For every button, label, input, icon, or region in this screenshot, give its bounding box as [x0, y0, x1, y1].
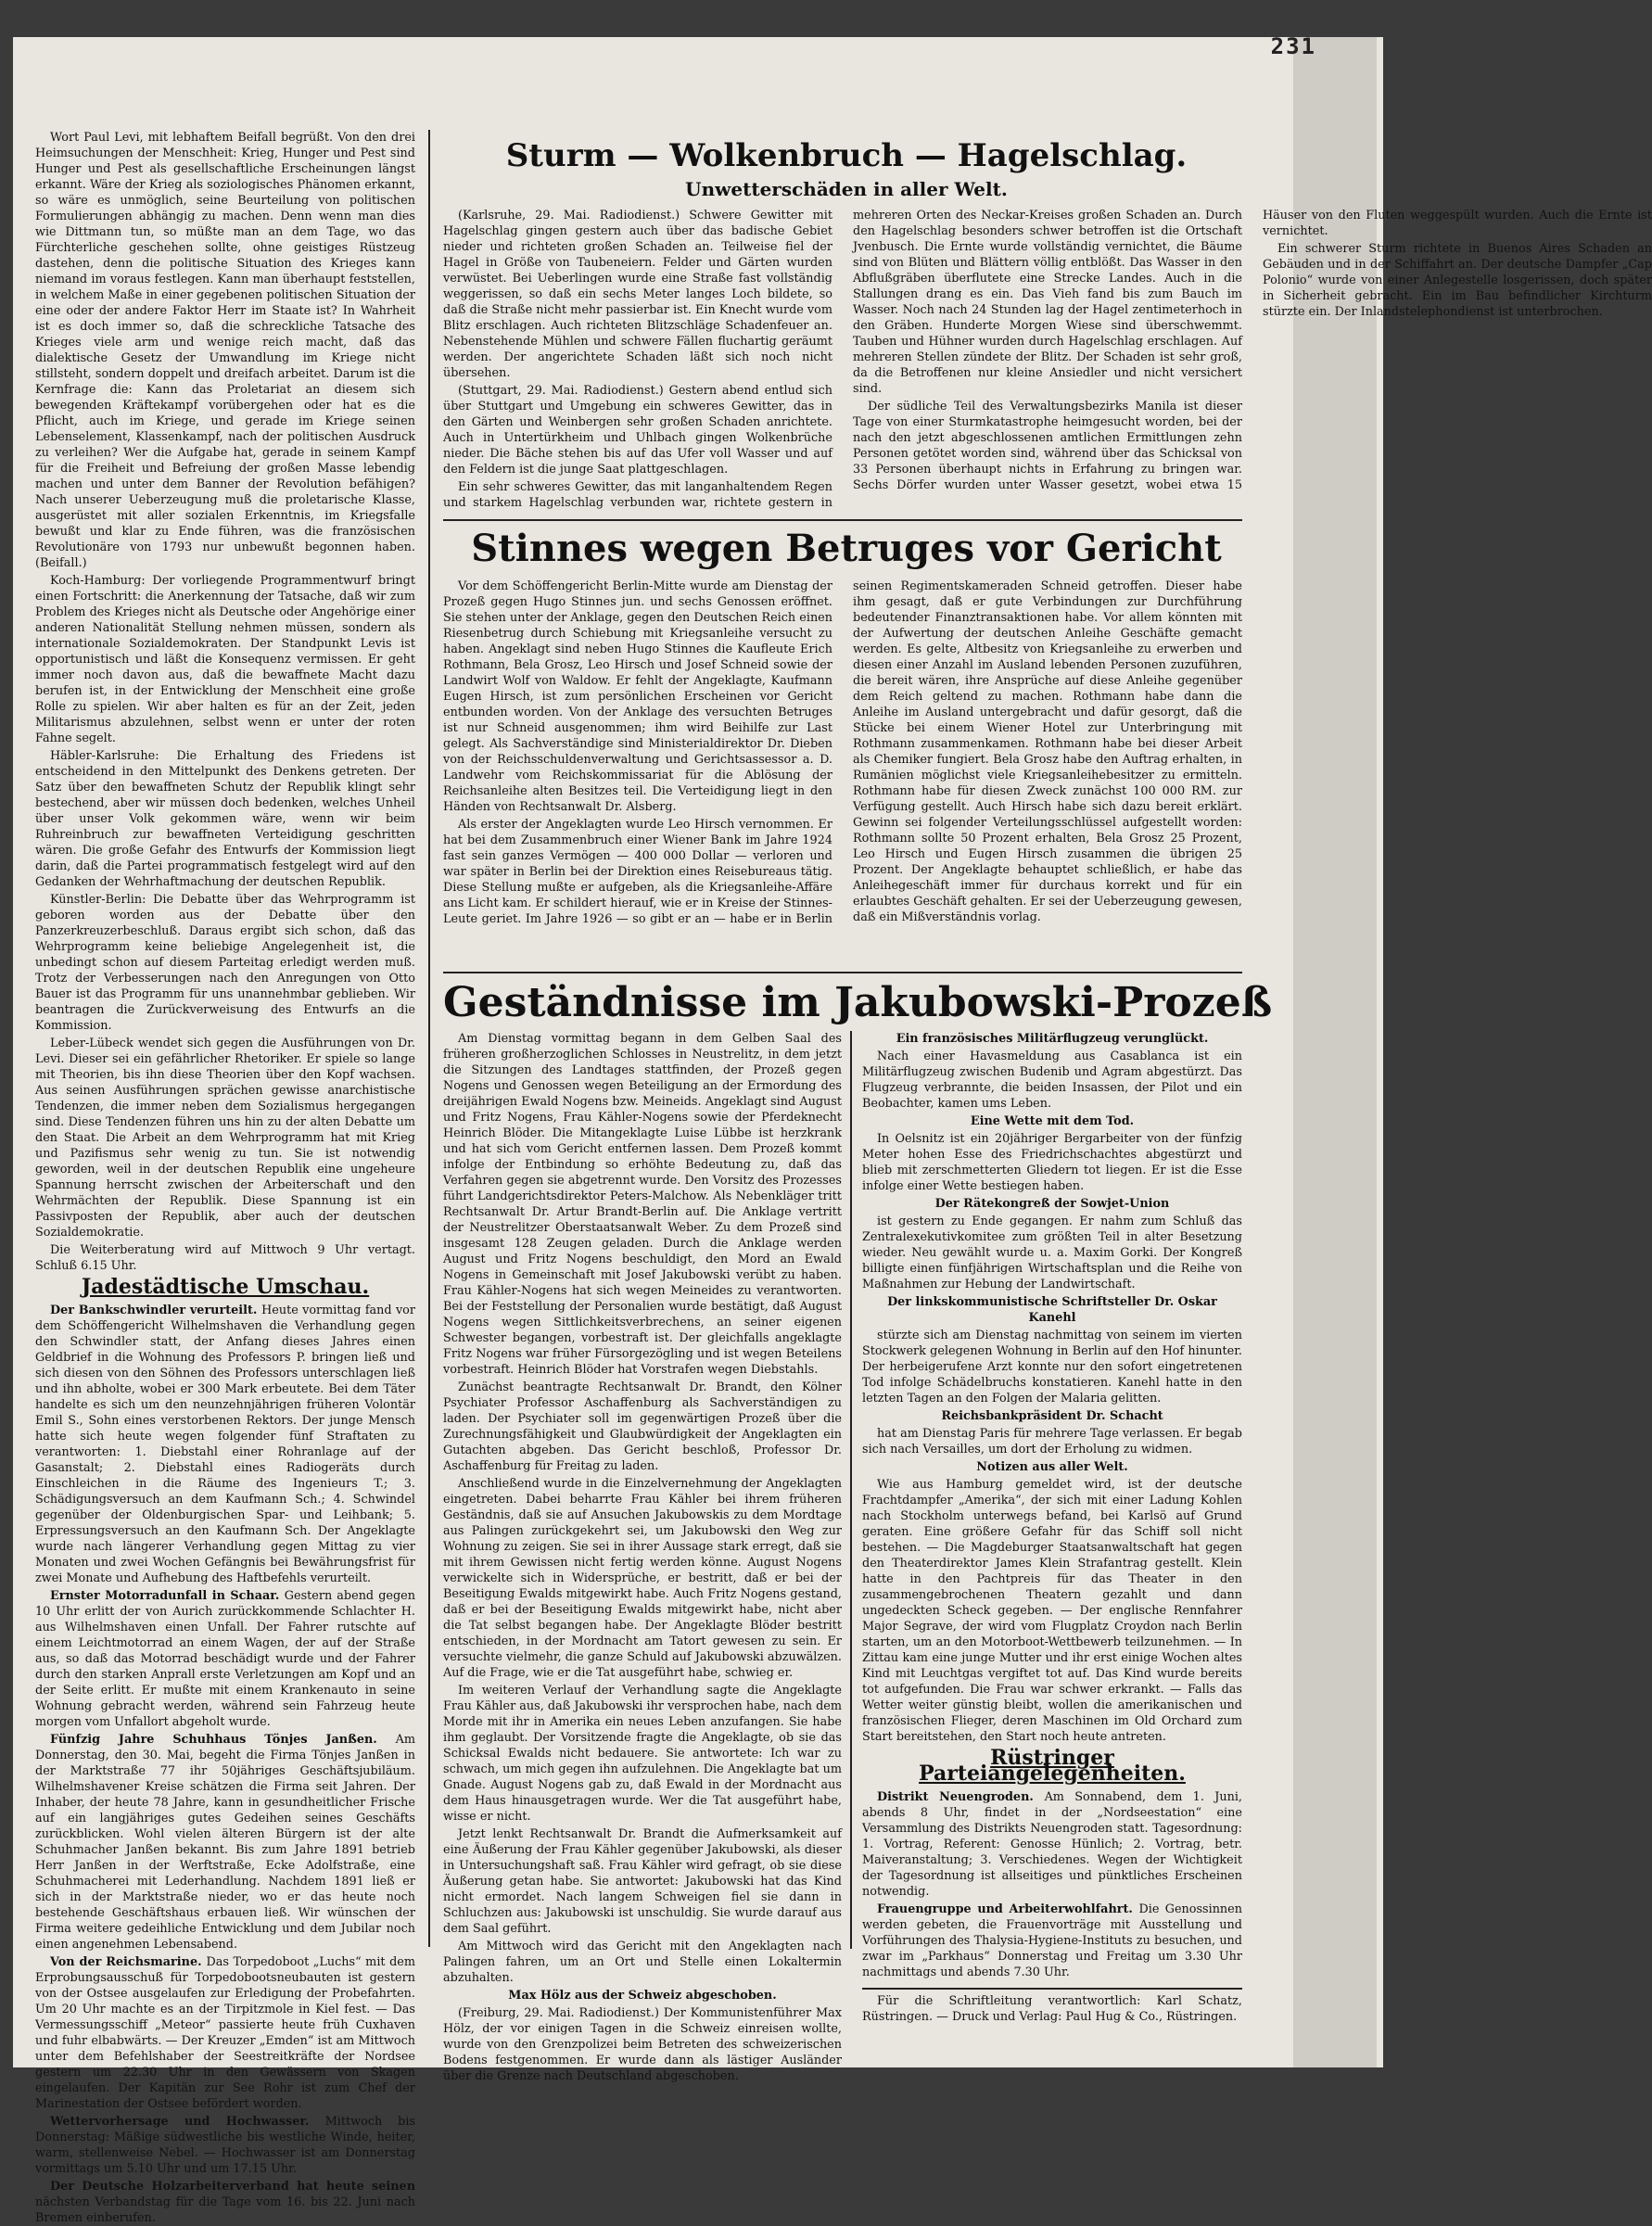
paragraph: Künstler-Berlin: Die Debatte über das Wehrprogramm ist geboren worden aus der Debatte über den Panzerkreuzerbeschluß. Daraus ergibt sich schon, daß das Wehrprogramm keine beliebige Angelegenheit ist, die unbedingt schon auf diesem Parteitag erledigt werden muß. Trotz der Verbesserungen nach den Anregungen von Otto Bauer ist das Programm für uns unannehmbar geblieben. Wir beantragen die Zurückverweisung des Entwurfs an die Kommission. — [35, 893, 415, 1033]
note-title-max-hoelz: Max Hölz aus der Schweiz abgeschoben. — [508, 1989, 777, 2003]
item-text: nächsten Verbandstag für die Tage vom 16. bis 22. Juni nach Bremen einberufen. — [35, 2195, 415, 2225]
column-rule-1 — [428, 130, 430, 1947]
item-title: Distrikt Neuengroden. — [877, 1790, 1045, 1804]
paragraph: Nach einer Havasmeldung aus Casablanca ist ein Militärflugzeug zwischen Budenib und Agram abgestürzt. Das Flugzeug verbrannte, die beiden Insassen, der Pilot und ein Beobachter, kamen ums Leben. — [862, 1049, 1242, 1111]
rule-after-stinnes — [443, 972, 1242, 973]
paragraph: Im weiteren Verlauf der Verhandlung sagte die Angeklagte Frau Kähler aus, daß Jakubowski ihr versprochen habe, nach dem Morde mit ihr in Amerika ein neues Leben anzufangen. Sie habe ihm geglaubt. Der Vorsitzende fragte die Angeklagte, ob sie das Schicksal Ewalds nicht bedauere. Sie antwortete: Ich war zu schwach, um mich gegen ihn aufzulehnen. Die Angeklagte bat um Gnade. August Nogens gab zu, daß Ewald in der Mordnacht aus dem Haus hinausgetragen wurde. Wer die Tat ausgeführt habe, wisse er nicht. — [443, 1684, 842, 1824]
paragraph: Leber-Lübeck wendet sich gegen die Ausführungen von Dr. Levi. Dieser sei ein gefährlicher Rhetoriker. Er spiele so lange mit Theorien, bis ihn diese Theorien über den Kopf wachsen. Aus seinen Ausführungen sprächen gewisse anarchistische Tendenzen, die immer neben dem Sozialismus hergegangen sind. Diese Tendenzen führen uns hin zu der alten Debatte um den Staat. Die Arbeit an dem Wehrprogramm hat mit Krieg und Pazifismus sehr wenig zu tun. Sie ist notwendig geworden, weil in der deutschen Republik eine ungeheure Spannung herrscht zwischen der Arbeiterschaft und den Wehrmächten der Republik. Diese Spannung ist ein Passivposten der Republik, aber auch der deutschen Sozialdemokratie. — [35, 1037, 415, 1240]
party-item — [862, 1902, 1242, 1980]
paragraph: Vor dem Schöffengericht Berlin-Mitte wurde am Dienstag der Prozeß gegen Hugo Stinnes jun. und sechs Genossen eröffnet. Sie stehen unter der Anklage, gegen den Deutschen Reich einen Riesenbetrug durch Schiebung mit Kriegsanleihe versucht zu haben. Angeklagt sind neben Hugo Stinnes die Kaufleute Erich Rothmann, Bela Grosz, Leo Hirsch und Josef Schneid sowie der Landwirt Wolf von Waldow. Er fehlt der Angeklagte, Kaufmann Eugen Hirsch, ist zum persönlichen Erscheinen vor Gericht entbunden worden. Von der Anklage des versuchten Betruges ist nur Schneid ausgenommen; ihm wird Beihilfe zur Last gelegt. Als Sachverständige sind Ministerialdirektor Dr. Dieben von der Reichsschuldenverwaltung und Gerichtsassessor a. D. Landwehr vom Reichskommissariat für die Ablösung der Reichsanleihe alten Besitzes teil. Die Verteidigung liegt in den Händen von Rechtsanwalt Dr. Alsberg. — [443, 579, 832, 814]
item-title: Ernster Motorradunfall in Schaar. — [50, 1589, 285, 1603]
page-number: 231 — [1270, 33, 1316, 59]
item-title: Reichsbankpräsident Dr. Schacht — [941, 1409, 1163, 1423]
left-column — [35, 130, 416, 2225]
item-text: Die Genossinnen werden gebeten, die Frauenvorträge mit Ausstellung und Vorführungen des Thalysia-Hygiene-Instituts zu besuchen, und zwar im „Parkhaus“ Donnerstag und Freitag um 3.30 Uhr nachmittags und abends 7.30 Uhr. — [862, 1902, 1242, 1979]
item-title: Der Deutsche Holzarbeiterverband hat heute seinen — [50, 2180, 415, 2194]
item-text: Das Torpedoboot „Luchs“ mit dem Erprobungsausschuß für Torpedobootsneubauten ist gestern von der Ostsee ausgelaufen zur Erledigung der Probefahrten. Um 20 Uhr machte es an der Tirpitzmole in Kiel fest. — Das Vermessungsschiff „Meteor“ passierte heute früh Cuxhaven und fuhr elbabwärts. — Der Kreuzer „Emden“ ist am Mittwoch unter dem Befehlshaber der Seestreitkräfte der Nordsee gestern um 22.30 Uhr in den Gewässern von Skagen eingelaufen. Der Kapitän zur See Rohr ist zum Chef der Marinestation der Ostsee befördert worden. — [35, 1955, 415, 2111]
item-title: Wettervorhersage und Hochwasser. — [50, 2115, 325, 2129]
paragraph: Zunächst beantragte Rechtsanwalt Dr. Brandt, den Kölner Psychiater Professor Aschaffenburg als Sachverständigen zu laden. Der Psychiater soll im gegenwärtigen Prozeß über die Zurechnungsfähigkeit und Glaubwürdigkeit der Angeklagten ein Gutachten abgeben. Das Gericht beschloß, Professor Dr. Aschaffenburg für Freitag zu laden. — [443, 1380, 842, 1473]
item-title: Notizen aus aller Welt. — [976, 1460, 1128, 1474]
jakubowski-article — [443, 1031, 842, 2083]
section-title-parteiangelegenheiten: Rüstringer Parteiangelegenheiten. — [919, 1746, 1186, 1786]
headline-stinnes: Stinnes wegen Betruges vor Gericht — [471, 527, 1222, 570]
news-item — [35, 2114, 415, 2177]
item-text: Mittwoch bis Donnerstag: Mäßige südwestliche bis westliche Winde, heiter, warm, stellenweise Nebel. — Hochwasser ist am Donnerstag vormittags um 5.10 Uhr und um 17.15 Uhr. — [35, 2115, 416, 2176]
news-item — [35, 2179, 415, 2226]
news-item — [35, 1588, 415, 1730]
paragraph: stürzte sich am Dienstag nachmittag von seinem im vierten Stockwerk gelegenen Wohnung in Berlin auf den Hof hinunter. Der herbeigerufene Arzt konnte nur den sofort eingetretenen Tod infolge Schädelbruchs konstatieren. Kanehl hatte in den letzten Tagen an den Folgen der Malaria gelitten. — [862, 1329, 1242, 1406]
item-title: Fünfzig Jahre Schuhhaus Tönjes Janßen. — [50, 1733, 396, 1747]
paragraph: Am Dienstag vormittag begann in dem Gelben Saal des früheren großherzoglichen Schlosses in Neustrelitz, in dem jetzt die Sitzungen des Landtages stattfinden, der Prozeß gegen Nogens und Genossen wegen Beteiligung an der Ermordung des dreijährigen Ewald Nogens bzw. Meineids. Angeklagt sind August und Fritz Nogens, Frau Kähler-Nogens sowie der Pferdeknecht Heinrich Blöder. Die Mitangeklagte Luise Lübbe ist herzkrank und hat sich vom Gericht entfernen lassen. Dem Prozeß kommt infolge der Entbindung so erhöhte Bedeutung zu, daß das Verfahren gegen sie abgetrennt wurde. Den Vorsitz des Prozesses führt Landgerichtsdirektor Peters-Malchow. Als Nebenkläger tritt Rechtsanwalt Dr. Artur Brandt-Berlin auf. Die Anklage vertritt der Neustrelitzer Oberstaatsanwalt Weber. Zu dem Prozeß sind insgesamt 128 Zeugen geladen. Durch die Anklage werden August und Fritz Nogens beschuldigt, den Mord an Ewald Nogens in Gemeinschaft mit Josef Jakubowski verübt zu haben. Frau Kähler-Nogens hat sich wegen Meineides zu verantworten. Bei der Feststellung der Personalien wurde bestätigt, daß August Nogens wegen Sittlichkeitsverbrechens, an seiner eigenen Schwester begangen, vorbestraft ist. Der gleichfalls angeklagte Fritz Nogens war früher Fürsorgezögling und ist wegen Beteilens vorbestraft. Heinrich Blöder hat Vorstrafen wegen Diebstahls. — [443, 1032, 842, 1377]
item-title: Ein französisches Militärflugzeug verunglückt. — [896, 1032, 1209, 1046]
paragraph: Ein schwerer Sturm richtete in Buenos Aires Schaden an Gebäuden und in der Schiffahrt an. Der deutsche Dampfer „Cap Polonio“ wurde von einer Anlegestelle losgerissen, doch später in Sicherheit gebracht. Ein im Bau befindlicher Kirchturm stürzte ein. Der Inlandstelephondienst ist unterbrochen. — [1263, 242, 1652, 319]
item-title: Frauengruppe und Arbeiterwohlfahrt. — [877, 1902, 1139, 1916]
sturm-article — [443, 208, 1652, 514]
paragraph: Die Weiterberatung wird auf Mittwoch 9 Uhr vertagt. Schluß 6.15 Uhr. — [35, 1243, 415, 1273]
item-title: Eine Wette mit dem Tod. — [970, 1114, 1135, 1128]
paragraph: Jetzt lenkt Rechtsanwalt Dr. Brandt die Aufmerksamkeit auf eine Äußerung der Frau Kähler gegenüber Jakubowski, als dieser in Untersuchungshaft saß. Frau Kähler wird gefragt, ob sie diese Äußerung getan habe. Sie antwortet: Jakubowski hat das Kind nicht ermordet. Nach langem Schweigen fiel sie dann in Schluchzen aus: Jakubowski ist unschuldig. Sie wurde darauf aus dem Saal geführt. — [443, 1827, 842, 1936]
item-text: Gestern abend gegen 10 Uhr erlitt der von Aurich zurückkommende Schlachter H. aus Wilhelmshaven einen Unfall. Der Fahrer rutschte auf einem Leichtmotorrad an einem Wagen, der auf der Straße aus, so daß das Motorrad beschädigt wurde und der Fahrer durch den starken Anprall erste Verletzungen am Kopf und an der Seite erlitt. Er mußte mit einem Krankenauto in seine Wohnung gebracht werden, während sein Fahrzeug heute morgen vom Unfallort abgeholt wurde. — [35, 1589, 415, 1729]
paragraph: Als erster der Angeklagten wurde Leo Hirsch vernommen. Er hat bei dem Zusammenbruch einer Wiener Bank im Jahre 1924 fast sein ganzes Vermögen — 400 000 Dollar — verloren und war später in Berlin bei der Direktion eines Reisebureaus tätig. Diese Stellung mußte er aufgeben, als die Kriegsanleihe-Affäre ans Licht kam. Er schildert hierauf, wie er in Kreise der Stinnes-Leute geriet. Im Jahre 1926 — so gibt er an — habe er in Berlin seinen Regimentskameraden Schneid getroffen. Dieser habe ihm gesagt, daß er gute Verbindungen zur Durchführung bedeutender Finanztransaktionen habe. Vor allem könnten mit der Aufwertung der deutschen Anleihe Geschäfte gemacht werden. Es gelte, Altbesitz von Kriegsanleihe zu erwerben und diesen einer Anzahl im Ausland lebenden Personen zuzuführen, die bereit wären, ihre Ansprüche auf diese Anleihe gegenüber dem Reich geltend zu machen. Rothmann habe dann die Anleihe im Ausland untergebracht und dafür gesorgt, daß die Stücke bei einem Wiener Hotel zur Unterbringung mit Rothmann zusammenkamen. Rothmann habe bei dieser Arbeit als Chemiker fungiert. Bela Grosz habe den Auftrag erhalten, in Rumänien möglichst viele Kriegsanleihebesitzer zu ermitteln. Rothmann habe für diesen Zweck zunächst 100 000 RM. zur Verfügung gestellt. Auch Hirsch habe sich dazu bereit erklärt. Gewinn sei folgender Verteilungsschlüssel aufgestellt worden: Rothmann sollte 50 Prozent erhalten, Bela Grosz 25 Prozent, Leo Hirsch und Eugen Hirsch zusammen die übrigen 25 Prozent. Der Angeklagte behauptet schließlich, er habe das Anleihegeschäft immer für durchaus korrekt und für ein erlaubtes Geschäft gehalten. Er sei der Ueberzeugung gewesen, daß ein Mißverständnis vorlag. — [443, 579, 1242, 926]
paragraph: Am Mittwoch wird das Gericht mit den Angeklagten nach Palingen fahren, um an Ort und Stelle einen Lokaltermin abzuhalten. — [443, 1940, 842, 1985]
section-title-jadestaedtische-umschau: Jadestädtische Umschau. — [81, 1275, 370, 1299]
paragraph: Wort Paul Levi, mit lebhaftem Beifall begrüßt. Von den drei Heimsuchungen der Menschheit: Krieg, Hunger und Pest sind Hunger und Pest als gesellschaftliche Erscheinungen längst erkannt. Wäre der Krieg als soziologisches Phänomen erkannt, so wäre es unmöglich, seine Beurteilung von politischen Formulierungen abhängig zu machen. Denn wenn man dies wie Dittmann tun, so müßte man an dem Tage, wo das Fürchterliche geschehen sollte, ohne geistiges Rüstzeug dastehen, denn die politische Situation des Krieges kann niemand im voraus festlegen. Kann man überhaupt feststellen, in welchem Maße in einer gegebenen politischen Situation der eine oder der andere Faktor Herr im Staate ist? In Wahrheit ist es doch immer so, daß die schreckliche Tatsache des Krieges viele arm und wenige reich macht, daß das dialektische Gesetz der Umwandlung im Kriege nicht stillsteht, sondern doppelt und dreifach arbeitet. Darum ist die Kernfrage die: Kann das Proletariat an diesem sich bewegenden Kräftekampf vorübergehen oder hat es die Pflicht, auch im Kriege, und gerade im Kriege seinen Lebenselement, Klassenkampf, nach der politischen Ausdruck zu verleihen? Wer die Aufgabe hat, gerade in seinem Kampf für die Freiheit und Befreiung der großen Masse lebendig machen und unter dem Banner der Revolution befähigen? Nach unserer Ueberzeugung muß die proletarische Klasse, ausgerüstet mit aller sozialen Erkenntnis, im Kriegsfalle bewußt und klar zu Ende führen, was die französischen Revolutionäre von 1793 nur unbewußt begonnen haben. (Beifall.) — [35, 131, 415, 570]
paragraph: Koch-Hamburg: Der vorliegende Programmentwurf bringt einen Fortschritt: die Anerkennung der Tatsache, daß wir zum Problem des Krieges nicht als Deutsche oder Angehörige einer anderen Nationalität Stellung nehmen müssen, sondern als internationale Sozialdemokraten. Der Standpunkt Levis ist opportunistisch und läßt die Konsequenz vermissen. Er geht immer noch davon aus, daß die bewaffnete Macht dazu berufen ist, in der Entwicklung der Menschheit eine große Rolle zu spielen. Wir aber halten es für an der Zeit, jeden Militarismus abzulehnen, selbst wenn er unter der roten Fahne segelt. — [35, 574, 415, 745]
item-title: Von der Reichsmarine. — [50, 1955, 207, 1969]
paragraph: Anschließend wurde in die Einzelvernehmung der Angeklagten eingetreten. Dabei beharrte Frau Kähler bei ihrem früheren Geständnis, daß sie auf Ansuchen Jakubowskis zu dem Mordtage aus Palingen zurückgekehrt sei, um Jakubowski den Weg zur Wohnung zu zeigen. Sie sei in ihrer Aussage stark erregt, daß sie mit ihrem Gewissen nicht fertig werden könne. August Nogens verwickelte sich in Widersprüche, er bestritt, daß er bei der Beseitigung Ewalds mitgewirkt habe. Auch Fritz Nogens gestand, daß er bei der Beseitigung Ewalds mitgewirkt habe, nicht aber die Tat selbst begangen habe. Der Angeklagte Blöder bestritt entschieden, in der Mordnacht am Tatort gewesen zu sein. Er versuchte vielmehr, die ganze Schuld auf Jakubowski abzuwälzen. Auf die Frage, wie er die Tat ausgeführt habe, schwieg er. — [443, 1477, 842, 1680]
news-item — [35, 1954, 415, 2112]
imprint: Für die Schriftleitung verantwortlich: Karl Schatz, Rüstringen. — Druck und Verlag: Paul Hug & Co., Rüstringen. — [862, 1988, 1242, 2025]
item-text: Am Donnerstag, den 30. Mai, begeht die Firma Tönjes Janßen in der Marktstraße 77 ihr 50jähriges Geschäftsjubiläum. Wilhelmshavener Kreise schätzen die Firma seit Jahren. Der Inhaber, der heute 78 Jahre, kann in gesundheitlicher Frische auf ein langjähriges gutes Gedeihen seines Geschäfts zurückblicken. Wohl vielen älteren Bürgern ist der alte Schuhmacher Janßen bekannt. Bis zum Jahre 1891 betrieb Herr Janßen in der Werftstraße, Ecke Adolfstraße, eine Schuhmacherei mit Lederhandlung. Nachdem 1891 ließ er sich in der Marktstraße nieder, wo er das heute noch bestehende Geschäftshaus erbauen ließ. Wir wünschen der Firma weitere gedeihliche Entwicklung und dem Jubilar noch einen angenehmen Lebensabend. — [35, 1733, 415, 1952]
subhead-unwetterschaeden: Unwetterschäden in aller Welt. — [685, 178, 1008, 200]
item-title: Der Bankschwindler verurteilt. — [50, 1304, 262, 1317]
column-rule-2 — [850, 1031, 852, 1949]
page-edge — [1293, 37, 1377, 2067]
paragraph: (Karlsruhe, 29. Mai. Radiodienst.) Schwere Gewitter mit Hagelschlag gingen gestern auch über das badische Gebiet nieder und richteten großen Schaden an. Teilweise fiel der Hagel in Größe von Taubeneiern. Felder und Gärten wurden verwüstet. Bei Ueberlingen wurde eine Straße fast vollständig weggerissen, so daß ein sechs Meter langes Loch bildete, so daß die Straße nicht mehr passierbar ist. Ein Knecht wurde vom Blitz erschlagen. Auch richteten Blitzschläge Schadenfeuer an. Nebenstehende Mühlen und schwere Fällen fluchartig geräumt werden. Der angerichtete Schaden läßt sich noch nicht übersehen. — [443, 209, 832, 380]
paragraph: hat am Dienstag Paris für mehrere Tage verlassen. Er begab sich nach Versailles, um dort der Erholung zu widmen. — [862, 1427, 1242, 1456]
item-text: Am Sonnabend, dem 1. Juni, abends 8 Uhr, findet in der „Nordseestation“ eine Versammlung des Distrikts Neuengroden statt. Tagesordnung: 1. Vortrag, Referent: Genosse Hünlich; 2. Vortrag, betr. Maiveranstaltung; 3. Verschiedenes. Wegen der Wichtigkeit der Tagesordnung ist allseitiges und pünktliches Erscheinen notwendig. — [862, 1790, 1242, 1899]
paragraph: Der südliche Teil des Verwaltungsbezirks Manila ist dieser Tage von einer Sturmkatastrophe heimgesucht worden, bei der nach den jetzt abgeschlossenen amtlichen Ermittlungen zehn Personen getötet worden sind, während über das Schicksal von 33 Personen überhaupt nichts in Erfahrung zu bringen war. Sechs Dörfer wurden unter Wasser gesetzt, wobei etwa 15 Häuser von den Fluten weggespült wurden. Auch die Ernte ist vernichtet. — [853, 209, 1652, 492]
paragraph: ist gestern zu Ende gegangen. Er nahm zum Schluß das Zentralexekutivkomitee zum größten Teil in alter Besetzung wieder. Neu gewählt wurde u. a. Maxim Gorki. Der Kongreß billigte einen fünfjährigen Wirtschaftsplan und die Reihe von Maßnahmen zur Hebung der Landwirtschaft. — [862, 1215, 1242, 1291]
stinnes-article — [443, 579, 1242, 968]
paragraph: In Oelsnitz ist ein 20jähriger Bergarbeiter von der fünfzig Meter hohen Esse des Friedrichschachtes abgestürzt und blieb mit zerschmetterten Gliedern tot liegen. Er ist die Esse infolge einer Wette bestiegen haben. — [862, 1132, 1242, 1193]
paragraph: Ein sehr schweres Gewitter, das mit langanhaltendem Regen und starkem Hagelschlag verbunden war, richtete gestern in mehreren Orten des Neckar-Kreises großen Schaden an. Durch den Hagelschlag besonders schwer betroffen ist die Ortschaft Jvenbusch. Die Ernte wurde vollständig vernichtet, die Bäume sind von Blüten und Blättern völlig entblößt. Das Wasser in den Abflußgräben überflutete eine Strecke Landes. Auch in die Stallungen drang es ein. Das Vieh fand bis zum Bauch im Wasser. Noch nach 24 Stunden lag der Hagel zentimeterhoch in den Gräben. Hunderte Morgen Wiese sind überschwemmt. Tauben und Hühner wurden durch Hagelschlag erschlagen. Auf mehreren Stellen zündete der Blitz. Der Schaden ist sehr groß, da die Betroffenen nur kleine Ansiedler und nicht versichert sind. — [443, 209, 1242, 510]
paragraph: (Freiburg, 29. Mai. Radiodienst.) Der Kommunistenführer Max Hölz, der vor einigen Tagen in die Schweiz einreisen wollte, wurde von den Grenzpolizei beim Betreten des schweizerischen Bodens festgenommen. Er wurde dann als lästiger Ausländer über die Grenze nach Deutschland abgeschoben. — [443, 2006, 842, 2083]
right-column — [862, 1031, 1242, 2024]
news-item — [35, 1732, 415, 1953]
rule-after-sturm — [443, 519, 1242, 521]
item-title: Der linkskommunistische Schriftsteller Dr. Oskar Kanehl — [887, 1295, 1217, 1325]
headline-jakubowski: Geständnisse im Jakubowski-Prozeß — [443, 979, 1273, 1026]
paragraph: Häbler-Karlsruhe: Die Erhaltung des Friedens ist entscheidend in den Mittelpunkt des Denkens getreten. Der Satz über den bewaffneten Schutz der Republik klingt sehr bestechend, aber wir müssen doch bedenken, welches Unheil über unser Volk gekommen wäre, wenn wir beim Ruhreinbruch zur bewaffneten Verteidigung geschritten wären. Die große Gefahr des Entwurfs der Kommission liegt darin, daß die Partei programmatisch festgelegt wird auf den Gedanken der Wehrhaftmachung der deutschen Republik. — [35, 749, 415, 889]
news-item — [35, 1303, 415, 1586]
item-text: Heute vormittag fand vor dem Schöffengericht Wilhelmshaven die Verhandlung gegen den Schwindler statt, der Anfang dieses Jahres einen Geldbrief in die Wohnung des Professors P. bringen ließ und sich diesen von den Söhnen des Professors unterschlagen ließ und ihn abholte, wobei er 300 Mark erbeutete. Bei dem Täter handelte es sich um den neunzehnjährigen früheren Volontär Emil S., Sohn eines verstorbenen Rektors. Der junge Mensch hatte sich heute wegen folgender fünf Straftaten zu verantworten: 1. Diebstahl einer Rohranlage auf der Gasanstalt; 2. Diebstahl eines Radiogeräts durch Einschleichen in die Räume des Ingenieurs T.; 3. Schädigungsversuch an dem Kaufmann Sch.; 4. Schwindel gegenüber der Oldenburgischen Spar- und Leihbank; 5. Erpressungsversuch an den Kaufmann Sch. Der Angeklagte wurde nach längerer Verhandlung gegen Mittag zu vier Monaten und zwei Wochen Gefängnis bei Bewährungsfrist für zwei Monate und Aufhebung des Haftbefehls verurteilt. — [35, 1304, 415, 1585]
paragraph: Wie aus Hamburg gemeldet wird, ist der deutsche Frachtdampfer „Amerika“, der sich mit einer Ladung Kohlen nach Stockholm unterwegs befand, bei Karlsö auf Grund geraten. Eine größere Gefahr für das Schiff soll nicht bestehen. — Die Magdeburger Staatsanwaltschaft hat gegen den Theaterdirektor James Klein Strafantrag gestellt. Klein hatte in den Pachtpreis für das Theater in den zusammengebrochenen Theatern gezahlt und dann ungedeckten Scheck gegeben. — Der englische Rennfahrer Major Segrave, der wird vom Flugplatz Croydon nach Berlin starten, um an den Motorboot-Wettbewerb teilzunehmen. — In Zittau kam eine junge Mutter und ihr erst einige Wochen altes Kind mit Leuchtgas vergiftet tot auf. Das Kind wurde bereits tot aufgefunden. Die Frau war schwer erkrankt. — Falls das Wetter weiter günstig bleibt, wollen die amerikanischen und französischen Flieger, deren Maschinen im Old Orchard zum Start bereitstehen, den Start noch heute antreten. — [862, 1478, 1242, 1744]
party-item — [862, 1789, 1242, 1900]
item-title: Der Rätekongreß der Sowjet-Union — [934, 1197, 1170, 1211]
headline-sturm: Sturm — Wolkenbruch — Hagelschlag. — [505, 137, 1188, 174]
paragraph: (Stuttgart, 29. Mai. Radiodienst.) Gestern abend entlud sich über Stuttgart und Umgebung ein schweres Gewitter, das in den Gärten und Weinbergen sehr großen Schaden anrichtete. Auch in Untertürkheim und Uhlbach gingen Wolkenbrüche nieder. Die Bäche stehen bis auf das Ufer voll Wasser und auf den Feldern ist die junge Saat plattgeschlagen. — [443, 384, 832, 477]
